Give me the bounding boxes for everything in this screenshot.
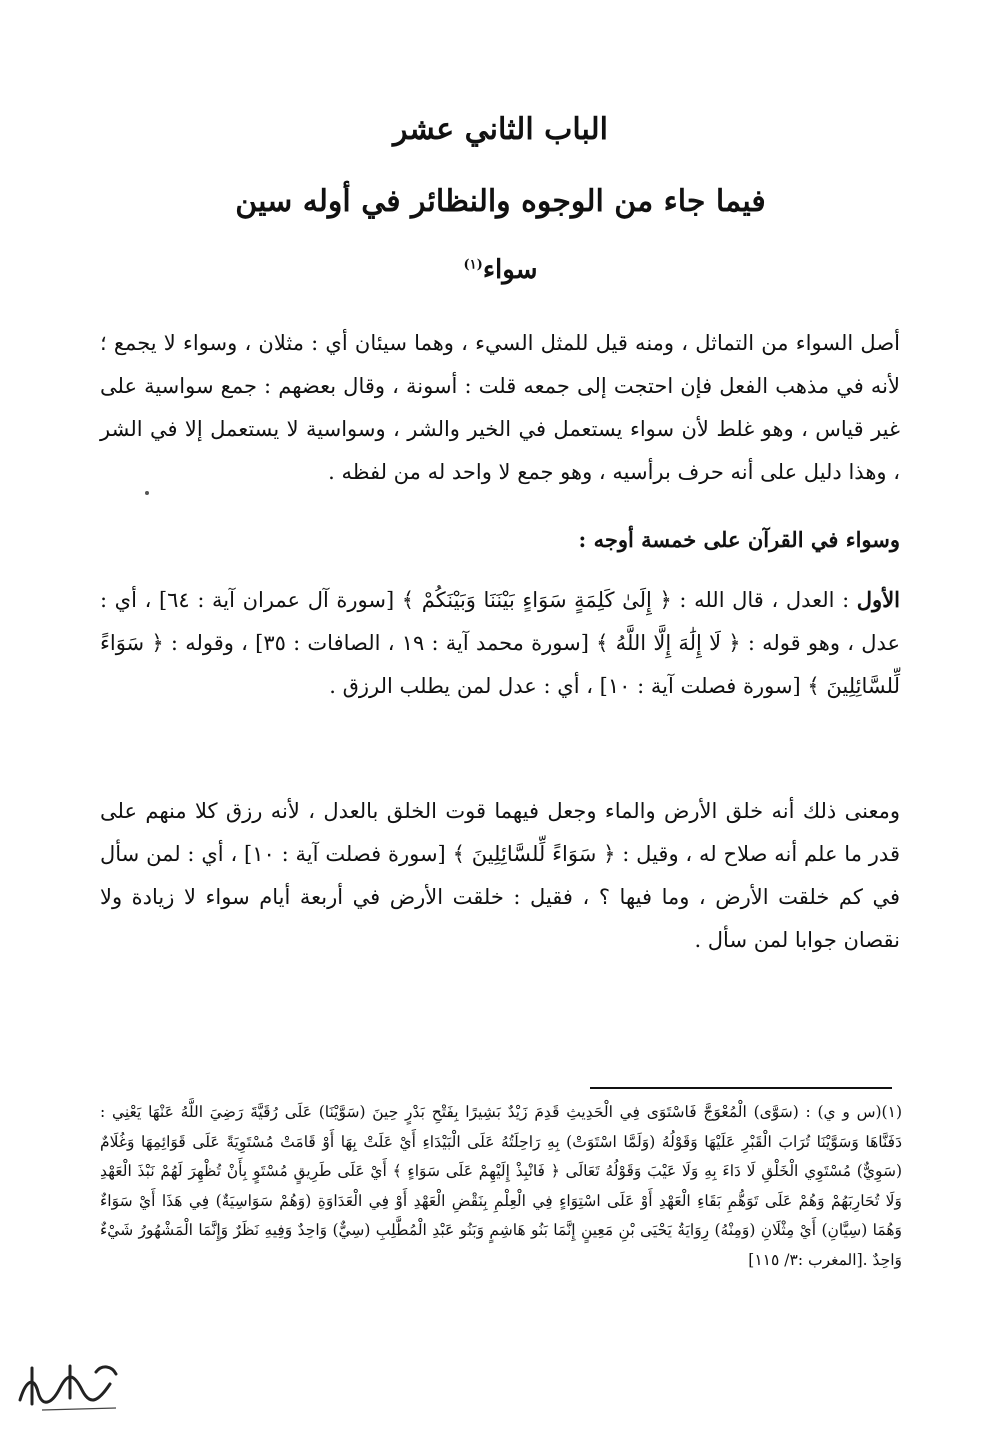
footnote: (١)(س و ي) : (سَوَّى) الْمُعْوَجَّ فَاسْتَوَى فِي الْحَدِيثِ قَدِمَ زَيْدٌ بَشِيرًا بِفَتْحِ بَدْرٍ حِينَ (سَوَّيْنَا) عَلَى رُقَيَّةَ رَضِيَ اللَّهُ عَنْهَا يَعْنِي : دَفَنَّاهَا وَسَوَّيْنَا تُرَابَ الْقَبْرِ عَلَيْهَا وَقَوْلُهُ (وَلَمَّا اسْتَوَتْ) بِهِ رَاحِلَتُهُ عَلَى الْبَيْدَاءِ أَيْ عَلَتْ بِهَا أَوْ قَامَتْ مُسْتَوِيَةً عَلَى قَوَائِمِهَا وَغُلَامٌ (سَوِيٌّ) مُسْتَوِي الْخَلْقِ لَا دَاءَ بِهِ وَلَا عَيْبَ وَقَوْلُهُ تَعَالَى ﴿ فَانْبِذْ إِلَيْهِمْ عَلَى سَوَاءٍ ﴾ أَيْ عَلَى طَرِيقٍ مُسْتَوٍ بِأَنْ تُظْهِرَ لَهُمْ نَبْذَ الْعَهْدِ وَلَا تُحَارِبَهُمْ وَهُمْ عَلَى تَوَهُّمِ بَقَاءِ الْعَهْدِ أَوْ عَلَى اسْتِوَاءٍ فِي الْعِلْمِ بِنَقْضِ الْعَهْدِ أَوْ فِي الْعَدَاوَةِ (وَهُمْ سَوَاسِيَةٌ) فِي هَذَا أَيْ سَوَاءٌ وَهُمَا (سِيَّانِ) أَيْ مِثْلَانِ (وَمِنْهُ) رِوَايَةُ يَحْيَى بْنِ مَعِينٍ إِنَّمَا بَنُو هَاشِمٍ وَبَنُو عَبْدِ الْمُطَّلِبِ (سِيٌّ) وَاحِدٌ وَفِيهِ نَظَرٌ وَإِنَّمَا الْمَشْهُورُ شَيْءٌ وَاحِدٌ .[المغرب :٣/ ١١٥] — [100, 1103, 902, 1269]
entry-heading-text: سواء — [482, 255, 538, 285]
paragraph-five-aspects: وسواء في القرآن على خمسة أوجه : — [578, 527, 900, 552]
watermark-logo — [12, 1358, 124, 1418]
scan-speck — [145, 491, 149, 495]
paragraph-meaning: ومعنى ذلك أنه خلق الأرض والماء وجعل فيهما قوت الخلق بالعدل ، لأنه رزق كلا منهم على قدر ما علم أنه صلاح له ، وقيل : ﴿ سَوَاءً لِّلسَّائِلِينَ ﴾ [سورة فصلت آية : ١٠] ، أي : لمن سأل في كم خلقت الأرض ، وما فيها ؟ ، فقيل : خلقت الأرض في أربعة أيام سواء لا زيادة ولا نقصان جوابا لمن سأل . — [100, 799, 900, 952]
chapter-subtitle: فيما جاء من الوجوه والنظائر في أوله سين — [235, 184, 766, 219]
paragraph-origin: أصل السواء من التماثل ، ومنه قيل للمثل السيء ، وهما سيئان أي : مثلان ، وسواء لا يجمع ؛ لأنه في مذهب الفعل فإن احتجت إلى جمعه قلت : أسونة ، وقال بعضهم : جمع سواسية على غير قياس ، وهو غلط لأن سواء يستعمل في الخير والشر ، وسواسية لا يستعمل إلا في الشر ، وهذا دليل على أنه حرف برأسيه ، وهو جمع لا واحد له من لفظه . — [100, 331, 900, 484]
paragraph-first-aspect — [100, 578, 900, 708]
chapter-title: الباب الثاني عشر — [392, 112, 609, 147]
footnote-mark: (١) — [463, 257, 483, 273]
first-aspect-text: : العدل ، قال الله : ﴿ إِلَىٰ كَلِمَةٍ سَوَاءٍ بَيْنَنَا وَبَيْنَكُمْ ﴾ [سورة آل عمران آية : ٦٤] ، أي : عدل ، وهو قوله : ﴿ لَا إِلَٰهَ إِلَّا اللَّهُ ﴾ [سورة محمد آية : ١٩ ، الصافات : ٣٥] ، وقوله : ﴿ سَوَاءً لِّلسَّائِلِينَ ﴾ [سورة فصلت آية : ١٠] ، أي : عدل لمن يطلب الرزق . — [100, 588, 901, 698]
watermark-logo-graphic — [12, 1358, 124, 1418]
first-aspect-label: الأول — [856, 587, 901, 612]
footnote-separator — [590, 1087, 892, 1089]
entry-heading — [0, 255, 1001, 285]
